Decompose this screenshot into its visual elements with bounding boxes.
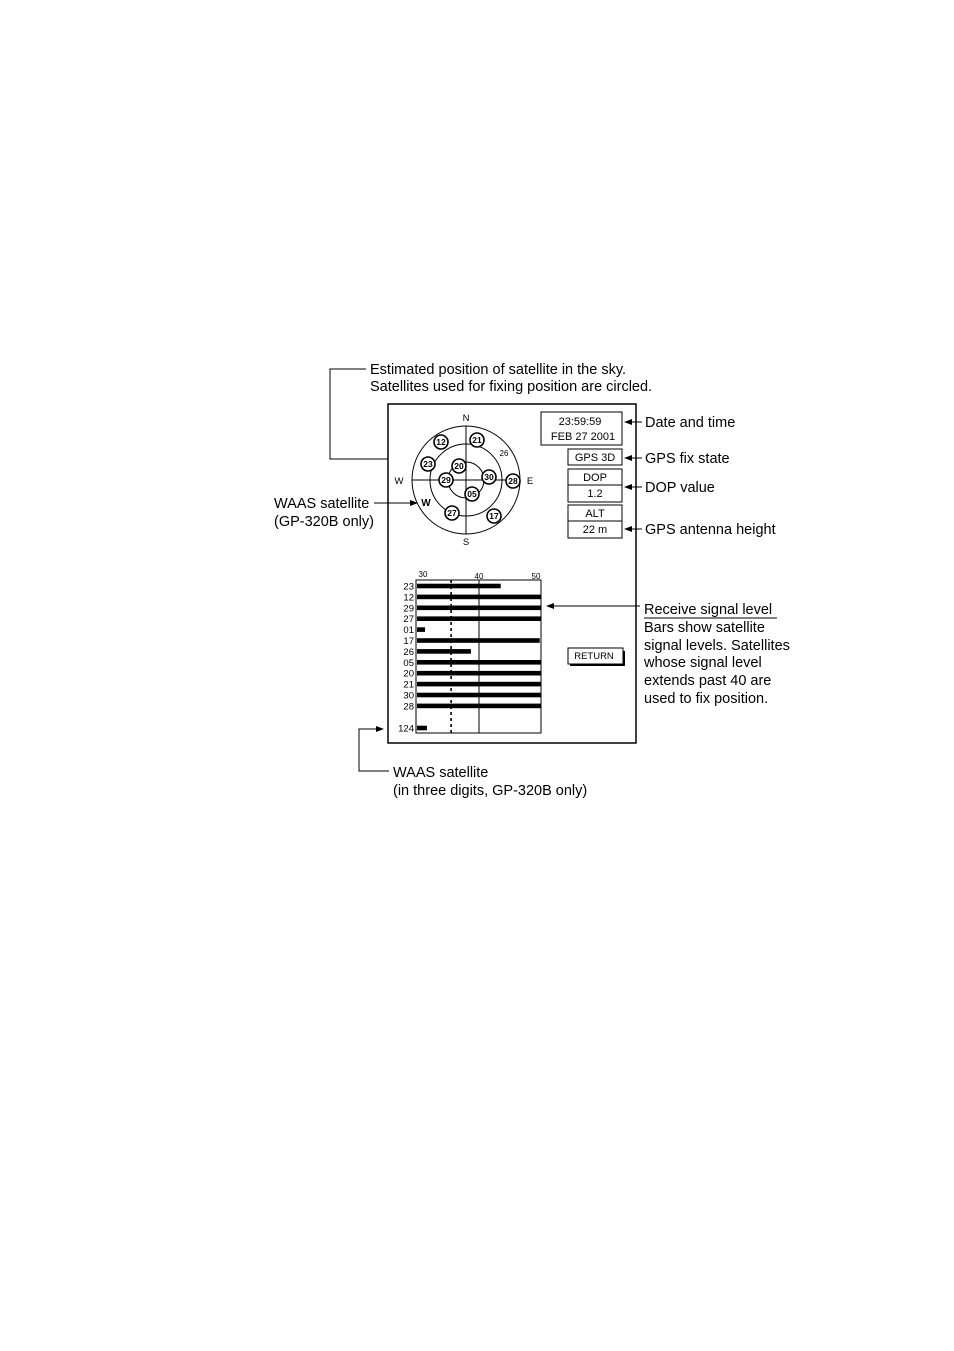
satellite-label-26: 26 [499,449,509,458]
signal-label-26: 26 [403,646,414,658]
waas-bottom-line2: (in three digits, GP-320B only) [393,783,588,799]
waas-bottom-leader [359,729,389,771]
fix-state-value: GPS 3D [574,452,616,464]
signal-label-23: 23 [403,581,414,593]
signal-bar-05 [417,660,541,665]
signal-label-28: 28 [403,701,414,713]
waas-annotation-line1: WAAS satellite [274,496,370,512]
signal-tick-30: 30 [418,570,428,579]
satellite-27 [445,506,459,520]
satellite-29 [439,473,453,487]
compass-south: S [462,537,470,548]
satellite-05 [465,487,479,501]
signal-label-12: 12 [403,592,414,604]
sky-annotation-line1: Estimated position of satellite in the sky. [370,362,627,378]
signal-tick-40: 40 [474,572,484,581]
satellite-label-30: 30 [484,472,494,482]
signal-label-20: 20 [403,668,414,680]
signal-label-27: 27 [403,614,414,626]
signal-desc-line3: whose signal level [644,655,762,671]
signal-bar-12 [417,595,541,600]
satellite-label-21: 21 [472,435,482,445]
compass-west: W [394,476,404,487]
satellite-label-23: 23 [423,459,433,469]
satellite-label-12: 12 [436,437,446,447]
waas-annotation-line2: (GP-320B only) [274,514,374,530]
signal-label-17: 17 [403,636,414,647]
signal-desc-line1: Bars show satellite [644,620,765,636]
dop-value: 1.2 [587,488,603,500]
signal-bar-23 [417,584,501,589]
compass-east: E [526,476,534,487]
satellite-17 [487,509,501,523]
signal-bar-124 [417,726,427,731]
signal-bar-21 [417,682,541,687]
signal-label-30: 30 [403,690,414,702]
datetime-annotation: Date and time [645,415,736,431]
signal-label-29: 29 [403,603,414,615]
satellite-label-29: 29 [441,475,451,485]
signal-bar-26 [417,649,471,654]
signal-label-01: 01 [403,625,414,637]
satellite-label-05: 05 [467,489,477,499]
waas-bottom-arrow [376,726,384,732]
sky-annotation-line2: Satellites used for fixing position are circled. [370,379,653,395]
signal-tick-50: 50 [531,572,541,581]
signal-bar-20 [417,671,541,676]
dop-label: DOP [583,472,607,484]
satellite-26 [500,449,509,458]
signal-desc-line5: used to fix position. [644,691,769,707]
signal-bar-17 [417,638,540,643]
return-button-label: RETURN [574,651,614,662]
waas-sky-marker: W [421,498,431,509]
signal-label-05: 05 [403,657,414,669]
satellite-label-20: 20 [454,461,464,471]
satellite-30 [482,470,496,484]
fix-state-annotation: GPS fix state [645,451,730,467]
signal-level-chart [398,570,541,735]
alt-label: ALT [585,508,605,520]
signal-desc-line4: extends past 40 are [644,673,772,689]
signal-bar-30 [417,693,541,698]
time-value: 23:59:59 [558,416,602,428]
signal-bar-28 [417,704,541,709]
alt-value: 22 m [582,524,608,536]
signal-bar-01 [417,627,425,632]
return-button[interactable] [568,648,625,666]
datetime-box [541,412,622,445]
signal-label-21: 21 [403,679,414,691]
satellite-21 [470,433,484,447]
dop-annotation: DOP value [645,480,715,496]
signal-desc-line2: signal levels. Satellites [644,638,790,654]
compass-north: N [462,413,470,424]
satellite-label-17: 17 [489,511,499,521]
satellite-28 [506,474,520,488]
signal-label-124: 124 [398,723,414,735]
satellite-12 [434,435,448,449]
antenna-height-annotation: GPS antenna height [645,522,776,538]
signal-bar-29 [417,606,541,611]
signal-bar-27 [417,616,541,621]
alt-box [568,505,622,538]
satellite-20 [452,459,466,473]
waas-bottom-line1: WAAS satellite [393,765,489,781]
fix-state-box [568,449,622,465]
date-value: FEB 27 2001 [550,431,616,443]
signal-annotation-title: Receive signal level [644,602,773,618]
right-annotations [624,415,776,538]
dop-box [568,469,622,502]
satellite-label-28: 28 [508,476,518,486]
satellite-label-27: 27 [447,508,457,518]
satellite-23 [421,457,435,471]
